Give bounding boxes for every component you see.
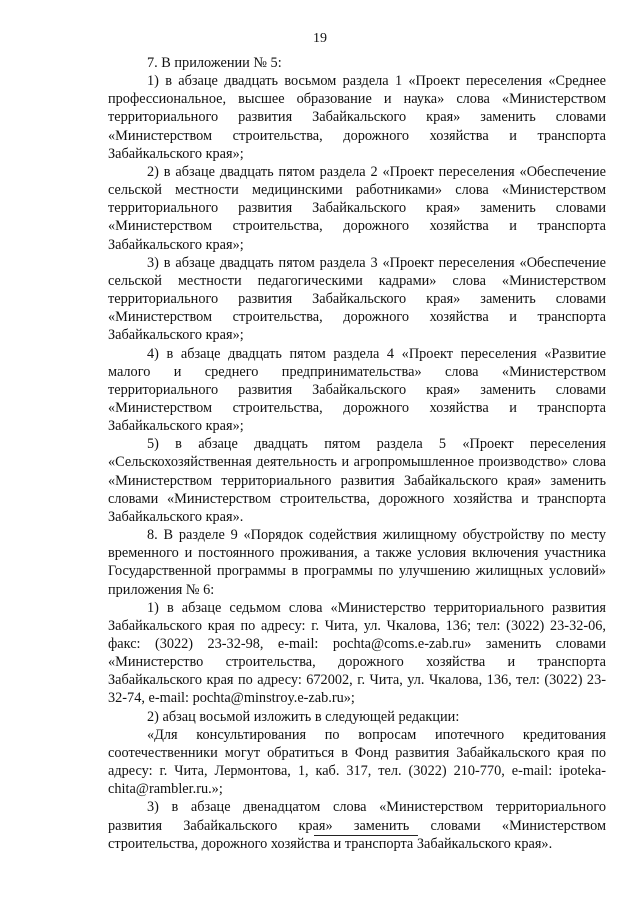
paragraph-item-7-1: 1) в абзаце двадцать восьмом раздела 1 «Проект переселения «Среднее профессиональное, высшее образование и наука» слова «Министерством территориального развития Забайкальского края» заменить словами «Министерством строительства, дорожного хозяйства и транспорта Забайкальского края»; — [108, 73, 606, 162]
closing-divider — [314, 835, 418, 836]
paragraph-item-8-1: 1) в абзаце седьмом слова «Министерство территориального развития Забайкальского края по адресу: г. Чита, ул. Чкалова, 136; тел: (3022) 23-32-06, факс: (3022) 23-32-98, e-mail: pochta@coms.e-zab.ru» заменить словами «Министерство строительства, дорожного хозяйства и транспорта Забайкальского края по адресу: 672002, г. Чита, ул. Чкалова, 136, тел: (3022) 23-32-74, e-mail: pochta@minstroy.e-zab.ru»; — [108, 599, 606, 707]
paragraph-item-7-heading: 7. В приложении № 5: — [147, 55, 282, 71]
paragraph-item-8-3: 3) в абзаце двенадцатом слова «Министерством территориального развития Забайкальского края» заменить словами «Министерством строительства, дорожного хозяйства и транспорта Забайкальского края». — [108, 799, 606, 852]
paragraph-item-7-5: 5) в абзаце двадцать пятом раздела 5 «Проект переселения «Сельскохозяйственная деятельность и агропромышленное производство» слова «Министерством территориального развития Забайкальского края» заменить словами «Министерством строительства, дорожного хозяйства и транспорта Забайкальского края». — [108, 436, 606, 525]
paragraph-item-8-2: 2) абзац восьмой изложить в следующей редакции: — [147, 708, 460, 725]
paragraph-item-8-2-quote: «Для консультирования по вопросам ипотечного кредитования соотечественники могут обратиться в Фонд развития Забайкальского края по адресу: г. Чита, Лермонтова, 1, каб. 317, тел. (3022) 210-770, e-mail: ipoteka-chita@rambler.ru.»; — [108, 726, 606, 798]
paragraph-item-7-4: 4) в абзаце двадцать пятом раздела 4 «Проект переселения «Развитие малого и среднего предпринимательства» слова «Министерством территориального развития Забайкальского края» заменить словами «Министерством строительства, дорожного хозяйства и транспорта Забайкальского края»; — [108, 345, 606, 435]
page-number: 19 — [313, 31, 327, 46]
document-body — [108, 54, 606, 853]
paragraph-item-7-3: 3) в абзаце двадцать пятом раздела 3 «Проект переселения «Обеспечение сельской местности педагогическими кадрами» слова «Министерством территориального развития Забайкальского края» заменить словами «Министерством строительства, дорожного хозяйства и транспорта Забайкальского края»; — [108, 254, 606, 344]
paragraph-item-8-heading: 8. В разделе 9 «Порядок содействия жилищному обустройству по месту временного и постоянного проживания, а также условия включения участника Государственной программы в программы по улучшению жилищных условий» приложения № 6: — [108, 527, 606, 598]
paragraph-item-7-2: 2) в абзаце двадцать пятом раздела 2 «Проект переселения «Обеспечение сельской местности медицинскими работниками» слова «Министерством территориального развития Забайкальского края» заменить словами «Министерством строительства, дорожного хозяйства и транспорта Забайкальского края»; — [108, 163, 606, 253]
